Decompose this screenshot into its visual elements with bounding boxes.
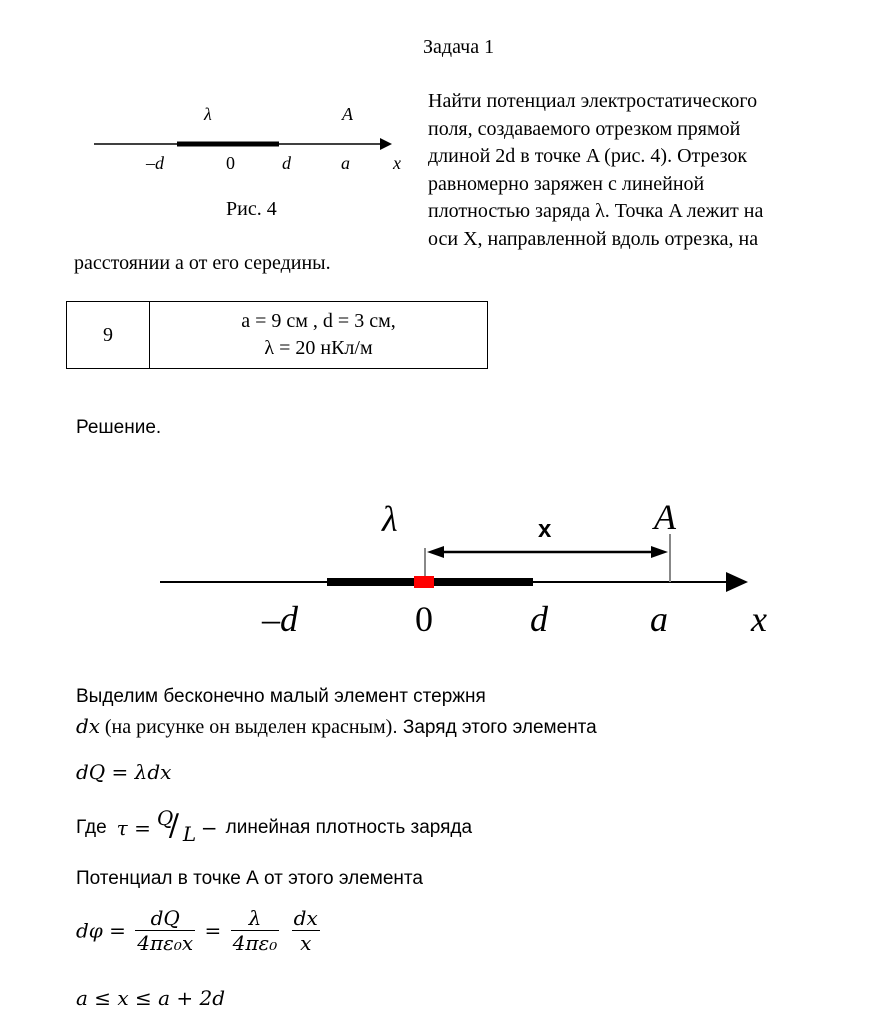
potential-text: Потенциал в точке А от этого элемента	[76, 868, 423, 889]
problem-line: расстоянии a от его середины.	[74, 252, 331, 274]
problem-line: поля, создаваемого отрезком прямой	[428, 117, 741, 140]
params-table	[66, 301, 488, 369]
dx-element-highlight	[414, 576, 434, 588]
integration-limits: a ≤ x ≤ a + 2d	[76, 986, 226, 1010]
fig4-lambda-label: λ	[204, 104, 212, 124]
problem-line: оси X, направленной вдоль отрезка, на	[428, 227, 759, 250]
frac2-denominator: 4πε₀	[232, 931, 278, 955]
distance-x-label: x	[538, 516, 552, 543]
dx-note: (на рисунке он выделен красным)	[104, 716, 393, 738]
problem-line: равномерно заряжен с линейной	[428, 172, 705, 195]
distance-arrow-left-head	[427, 546, 444, 558]
values-line: a = 9 см , d = 3 см,	[241, 310, 396, 332]
frac1-denominator: 4πε₀x	[137, 931, 194, 955]
problem-statement	[428, 88, 848, 253]
task-title: Задача 1	[423, 36, 495, 58]
fig4-axis-arrow	[380, 138, 392, 150]
fig4-d-label: d	[282, 153, 291, 173]
tau-dash: −	[200, 816, 218, 840]
figure-4	[88, 98, 408, 188]
dx-math: dx	[76, 714, 101, 738]
fig4-caption: Рис. 4	[226, 198, 277, 220]
body-text-1: Выделим бесконечно малый элемент стержня	[76, 686, 486, 707]
fraction-dx	[292, 906, 320, 955]
fraction-slash: /	[168, 808, 179, 843]
values-line: λ = 20 нКл/м	[264, 337, 373, 359]
tau-description: линейная плотность заряда	[225, 817, 473, 838]
tau-lhs: τ =	[116, 816, 151, 840]
tau-fraction	[155, 808, 197, 848]
tau-denominator: L	[182, 822, 197, 846]
variant-cell: 9	[67, 302, 150, 369]
problem-line: Найти потенциал электростатического	[428, 90, 758, 112]
table-row	[67, 302, 488, 369]
frac1-numerator: dQ	[135, 906, 195, 931]
formula-dq: dQ = λdx	[76, 760, 172, 784]
frac3-denominator: x	[300, 931, 312, 955]
distance-arrow-right-head	[651, 546, 668, 558]
body-text-2-end: . Заряд этого элемента	[392, 717, 597, 738]
fig4-a-label: a	[341, 153, 350, 173]
fraction-lambda	[231, 906, 280, 955]
a-label: a	[650, 599, 668, 639]
tau-definition	[76, 808, 472, 848]
equals-sign: =	[204, 918, 222, 943]
formula-dphi	[76, 906, 323, 955]
fig4-zero-label: 0	[226, 153, 235, 173]
point-a-label: A	[654, 497, 676, 537]
axis-arrow	[726, 572, 748, 592]
d-label: d	[530, 599, 548, 639]
minus-d-label: –d	[262, 599, 298, 639]
where-word: Где	[76, 817, 107, 838]
problem-line: плотностью заряда λ. Точка A лежит на	[428, 200, 764, 222]
fig4-minus-d-label: –d	[146, 153, 164, 173]
fig4-a-point-label: A	[342, 104, 353, 124]
x-axis-label: x	[751, 599, 767, 639]
problem-line: длиной 2d в точке A (рис. 4). Отрезок	[428, 145, 748, 167]
fraction-dq	[135, 906, 195, 955]
frac2-numerator: λ	[231, 906, 280, 931]
dphi-lhs: dφ =	[76, 918, 126, 943]
fig4-x-label: x	[393, 153, 401, 173]
body-text-2	[76, 714, 597, 739]
zero-label: 0	[415, 599, 433, 639]
lambda-label: λ	[382, 499, 398, 539]
solution-heading: Решение.	[76, 417, 162, 438]
values-cell	[150, 302, 488, 369]
frac3-numerator: dx	[293, 906, 318, 930]
tau-numerator: Q	[156, 806, 174, 830]
